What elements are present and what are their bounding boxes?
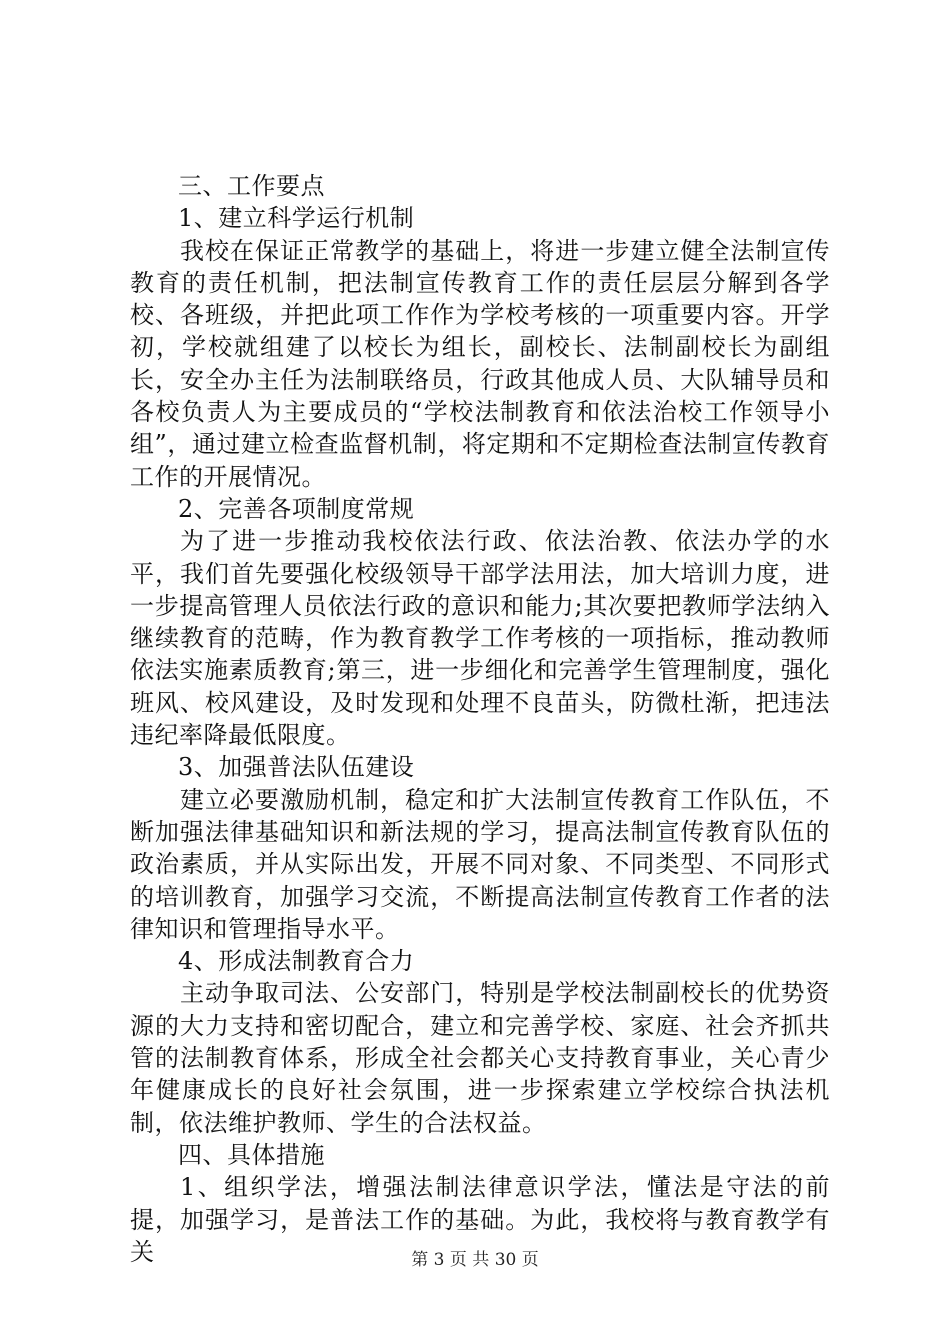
paragraph-education-synergy <box>130 977 830 1138</box>
subheading-rules-system: 2、完善各项制度常规 <box>178 494 415 523</box>
section-heading-measures: 四、具体措施 <box>178 1140 325 1169</box>
paragraph-operating-mechanism <box>130 235 830 493</box>
page-number-footer: 第 3 页 共 30 页 <box>411 1250 539 1270</box>
paragraph-text: 我校在保证正常教学的基础上，将进一步建立健全法制宣传教育的责任机制，把法制宣传教育工作的责任层层分解到各学校、各班级，并把此项工作作为学校考核的一项重要内容。开学初，学校就组建了以校长为组长，副校长、法制副校长为副组长，安全办主任为法制联络员，行政其他成人员、大队辅导员和各校负责人为主要成员的“学校法制教育和依法治校工作领导小组”，通过建立检查监督机制，将定期和不定期检查法制宣传教育工作的开展情况。 <box>130 236 830 491</box>
section-heading-work-points: 三、工作要点 <box>178 172 325 200</box>
paragraph-team-building <box>130 784 830 945</box>
paragraph-text: 主动争取司法、公安部门，特别是学校法制副校长的优势资源的大力支持和密切配合，建立和完善学校、家庭、社会齐抓共管的法制教育体系，形成全社会都关心支持教育事业，关心青少年健康成长的良好社会氛围，进一步探索建立学校综合执法机制，依法维护教师、学生的合法权益。 <box>130 979 830 1137</box>
subheading-operating-mechanism: 1、建立科学运行机制 <box>178 204 415 233</box>
document-body <box>130 170 830 1268</box>
subheading-education-synergy: 4、形成法制教育合力 <box>178 947 415 976</box>
paragraph-rules-system <box>130 525 830 751</box>
paragraph-text: 1、组织学法，增强法制法律意识学法，懂法是守法的前提，加强学习，是普法工作的基础。为此，我校将与教育教学有关 <box>130 1173 830 1266</box>
paragraph-text: 建立必要激励机制，稳定和扩大法制宣传教育工作队伍，不断加强法律基础知识和新法规的学习，提高法制宣传教育队伍的政治素质，并从实际出发，开展不同对象、不同类型、不同形式的培训教育，加强学习交流，不断提高法制宣传教育工作者的法律知识和管理指导水平。 <box>130 785 830 943</box>
paragraph-text: 为了进一步推动我校依法行政、依法治教、依法办学的水平，我们首先要强化校级领导干部学法用法，加大培训力度，进一步提高管理人员依法行政的意识和能力;其次要把教师学法纳入继续教育的范畴，作为教育教学工作考核的一项指标，推动教师依法实施素质教育;第三，进一步细化和完善学生管理制度，强化班风、校风建设，及时发现和处理不良苗头，防微杜渐，把违法违纪率降最低限度。 <box>130 527 830 750</box>
subheading-team-building: 3、加强普法队伍建设 <box>178 753 415 782</box>
